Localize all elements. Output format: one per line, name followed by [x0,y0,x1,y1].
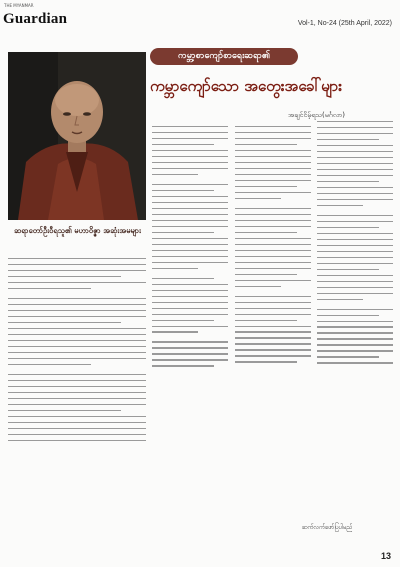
text-line [8,276,121,277]
text-line [317,362,393,363]
text-line [317,121,393,122]
text-line [152,196,228,197]
text-line [8,322,121,323]
text-column-4 [317,121,393,368]
text-column-2 [152,126,228,371]
text-line [317,309,393,310]
text-line [8,380,146,381]
text-line [235,326,311,327]
text-line [317,239,393,240]
text-line [152,190,214,191]
text-line [235,144,297,145]
text-line [317,275,393,276]
text-line [317,263,393,264]
text-line [235,349,311,350]
masthead-title: Guardian [3,11,68,27]
text-line [235,337,311,338]
text-line [152,250,228,251]
text-line [235,274,297,275]
text-line [235,198,281,199]
text-line [8,398,146,399]
text-line [317,338,393,339]
text-line [235,162,311,163]
text-line [317,221,393,222]
text-line [235,192,311,193]
text-line [8,298,146,299]
text-line [317,169,393,170]
text-line [152,126,228,127]
article-headline: ကမ္ဘာကျော်သော အတွေးအခေါ်များ [150,77,343,95]
text-line [8,416,146,417]
text-line [235,308,311,309]
text-line [8,310,146,311]
text-line [152,262,228,263]
text-line [317,187,393,188]
text-line [152,347,228,348]
monk-portrait-image [8,52,146,220]
text-line [317,199,393,200]
text-line [235,343,311,344]
text-column-1 [8,258,146,446]
header-bar [0,0,400,36]
text-line [8,410,121,411]
text-line [317,145,393,146]
text-line [235,220,311,221]
text-line [317,157,393,158]
text-line [235,132,311,133]
text-line [8,364,91,365]
text-line [8,358,146,359]
text-line [152,314,228,315]
text-line [235,180,311,181]
text-line [8,352,146,353]
text-line [235,214,311,215]
text-line [235,331,311,332]
text-line [8,304,146,305]
text-line [152,144,214,145]
text-line [317,293,393,294]
text-line [8,404,146,405]
text-line [235,355,311,356]
text-line [152,132,228,133]
text-line [8,316,146,317]
text-line [317,257,393,258]
text-line [152,290,228,291]
text-line [235,226,311,227]
text-line [152,162,228,163]
text-line [152,320,214,321]
text-line [152,226,228,227]
continued-note: ဆက်လက်ဖော်ပြပါမည် [302,524,353,531]
text-line [8,334,146,335]
text-line [8,346,146,347]
text-line [152,341,228,342]
text-line [235,186,297,187]
text-line [8,440,146,441]
text-line [235,286,281,287]
text-line [235,314,311,315]
photo-caption: ဆရာတော်ဦးဝီရသူ၏ မဟာဝိဇ္ဇာ အဆုံးအမများ [14,226,141,235]
text-line [8,340,146,341]
text-line [152,296,228,297]
text-line [8,288,91,289]
text-line [8,282,146,283]
text-line [235,280,311,281]
text-line [317,321,393,322]
text-line [235,126,311,127]
text-line [317,181,379,182]
text-line [235,238,311,239]
text-line [317,332,393,333]
text-line [235,168,311,169]
text-line [317,205,363,206]
text-line [8,270,146,271]
text-line [317,175,393,176]
text-line [152,268,198,269]
text-line [8,422,146,423]
text-line [317,163,393,164]
text-line [235,156,311,157]
text-line [317,350,393,351]
text-line [152,359,228,360]
text-line [235,208,311,209]
text-line [152,202,228,203]
text-line [8,434,146,435]
text-line [317,269,379,270]
text-line [317,139,379,140]
issue-info: Vol-1, No-24 (25th April, 2022) [297,20,392,27]
text-line [152,184,228,185]
text-line [317,227,379,228]
text-line [152,331,198,332]
text-line [235,262,311,263]
text-line [235,250,311,251]
masthead-subtitle: THE MYANMAR [4,3,34,8]
text-line [235,296,311,297]
text-line [152,208,228,209]
text-line [317,281,393,282]
text-line [235,232,297,233]
text-line [8,392,146,393]
text-line [8,264,146,265]
text-line [152,156,228,157]
text-line [317,287,393,288]
text-line [235,302,311,303]
text-line [152,256,228,257]
text-line [235,361,297,362]
text-line [8,258,146,259]
text-line [235,244,311,245]
text-line [152,214,228,215]
text-line [317,326,393,327]
text-line [152,278,214,279]
text-line [152,232,214,233]
text-line [317,299,363,300]
text-line [152,220,228,221]
text-line [152,174,198,175]
text-line [235,150,311,151]
text-line [235,268,311,269]
text-line [317,193,393,194]
monk-portrait-photo [8,52,146,220]
text-line [235,320,297,321]
text-line [152,238,228,239]
text-line [235,256,311,257]
text-line [152,365,214,366]
page-number: 13 [380,551,391,561]
text-line [152,353,228,354]
text-line [152,138,228,139]
text-line [235,138,311,139]
text-line [317,127,393,128]
series-banner: ကမ္ဘာ့စာကျော်စာရေးဆရာ၏ [150,48,298,65]
text-line [317,251,393,252]
text-line [317,133,393,134]
text-line [235,174,311,175]
text-line [152,150,228,151]
text-column-3 [235,126,311,367]
text-line [317,356,379,357]
text-line [152,244,228,245]
text-line [8,328,146,329]
text-line [317,233,393,234]
text-line [317,315,379,316]
text-line [152,302,228,303]
text-line [8,428,146,429]
text-line [8,386,146,387]
text-line [317,245,393,246]
article-author: အချင်ငိမ့်ရသ(မင်္ဂလာ) [288,111,345,119]
text-line [152,326,228,327]
text-line [152,308,228,309]
text-line [152,168,228,169]
text-line [317,215,393,216]
text-line [317,151,393,152]
text-line [317,344,393,345]
text-line [152,284,228,285]
text-line [8,374,146,375]
